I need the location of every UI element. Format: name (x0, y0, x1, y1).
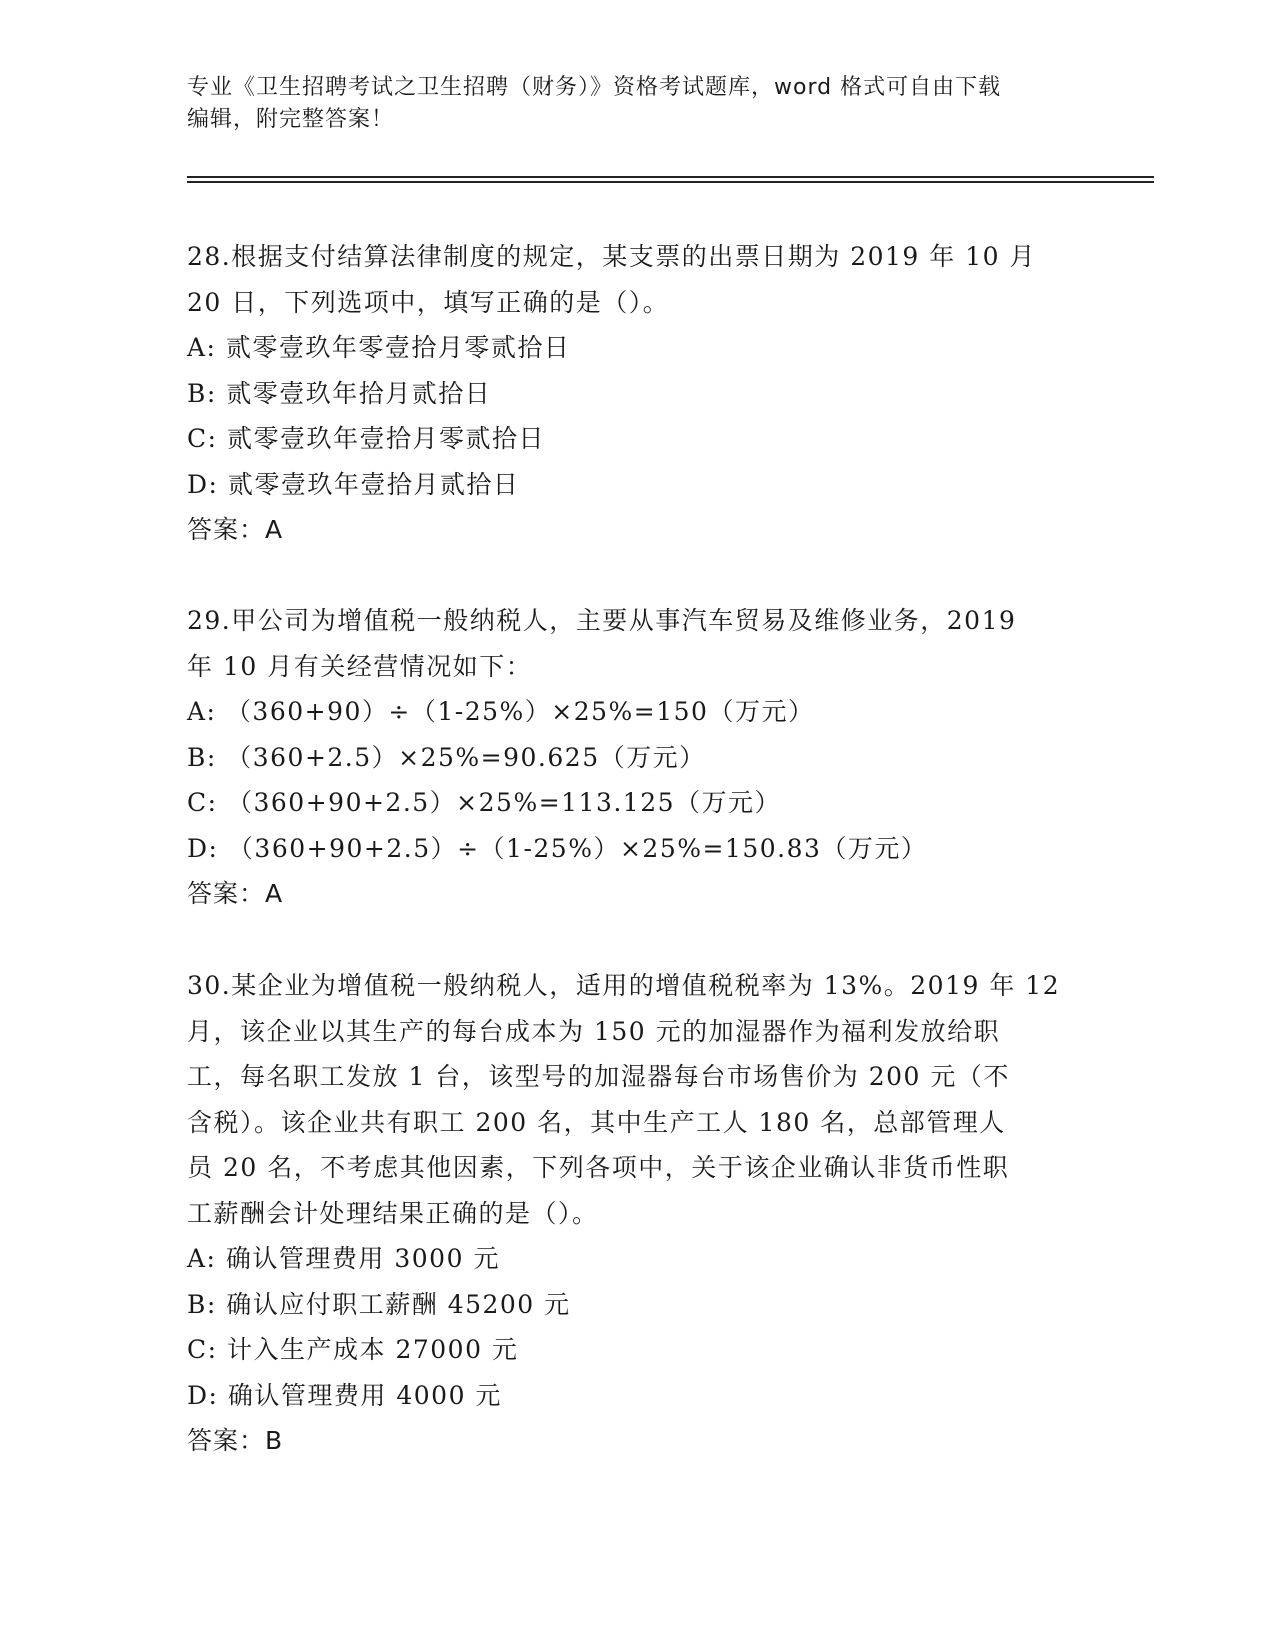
answer-line: 答案：A (187, 515, 284, 544)
header-divider-bottom (187, 181, 1154, 183)
question-30 (187, 963, 1087, 1464)
question-text-line: 30.某企业为增值税一般纳税人，适用的增值税税率为 13%。2019 年 12 (187, 971, 1061, 1000)
question-text-line: 月，该企业以其生产的每台成本为 150 元的加湿器作为福利发放给职 (187, 1016, 1001, 1046)
option-d: D: 贰零壹玖年壹拾月贰拾日 (187, 469, 520, 499)
header-divider-top (187, 176, 1154, 178)
question-28 (187, 234, 1087, 553)
question-29 (187, 598, 1087, 917)
question-text-line: 员 20 名，不考虑其他因素，下列各项中，关于该企业确认非货币性职 (187, 1153, 1010, 1182)
option-c: C: 计入生产成本 27000 元 (187, 1335, 519, 1364)
question-text-line: 工薪酬会计处理结果正确的是（）。 (187, 1198, 599, 1228)
question-text-line: 29.甲公司为增值税一般纳税人，主要从事汽车贸易及维修业务，2019 (187, 606, 1017, 635)
option-c: C: （360+90+2.5）×25%=113.125（万元） (187, 788, 782, 817)
option-b: B: 确认应付职工薪酬 45200 元 (187, 1289, 571, 1319)
option-c: C: 贰零壹玖年壹拾月零贰拾日 (187, 424, 545, 453)
header-line-2: 编辑，附完整答案！ (187, 107, 395, 132)
option-d: D: 确认管理费用 4000 元 (187, 1380, 502, 1410)
option-a: A: 贰零壹玖年零壹拾月零贰拾日 (187, 333, 571, 362)
question-text-line: 含税）。该企业共有职工 200 名，其中生产工人 180 名，总部管理人 (187, 1107, 1006, 1137)
option-d: D: （360+90+2.5）÷（1-25%）×25%=150.83（万元） (187, 833, 928, 863)
question-text-line: 20 日，下列选项中，填写正确的是（）。 (187, 287, 670, 317)
option-a: A: 确认管理费用 3000 元 (187, 1244, 500, 1273)
answer-line: 答案：A (187, 879, 284, 908)
option-b: B: 贰零壹玖年拾月贰拾日 (187, 378, 492, 408)
question-text-line: 28.根据支付结算法律制度的规定，某支票的出票日期为 2019 年 10 月 (187, 242, 1036, 271)
header-line-1: 专业《卫生招聘考试之卫生招聘（财务）》资格考试题库，word 格式可自由下载 (187, 75, 1002, 100)
answer-line: 答案：B (187, 1426, 284, 1455)
question-text-line: 工，每名职工发放 1 台，该型号的加湿器每台市场售价为 200 元（不 (187, 1062, 1010, 1091)
option-a: A: （360+90）÷（1-25%）×25%=150（万元） (187, 697, 815, 726)
question-text-line: 年 10 月有关经营情况如下： (187, 651, 533, 681)
document-header (187, 72, 1087, 136)
option-b: B: （360+2.5）×25%=90.625（万元） (187, 742, 706, 772)
